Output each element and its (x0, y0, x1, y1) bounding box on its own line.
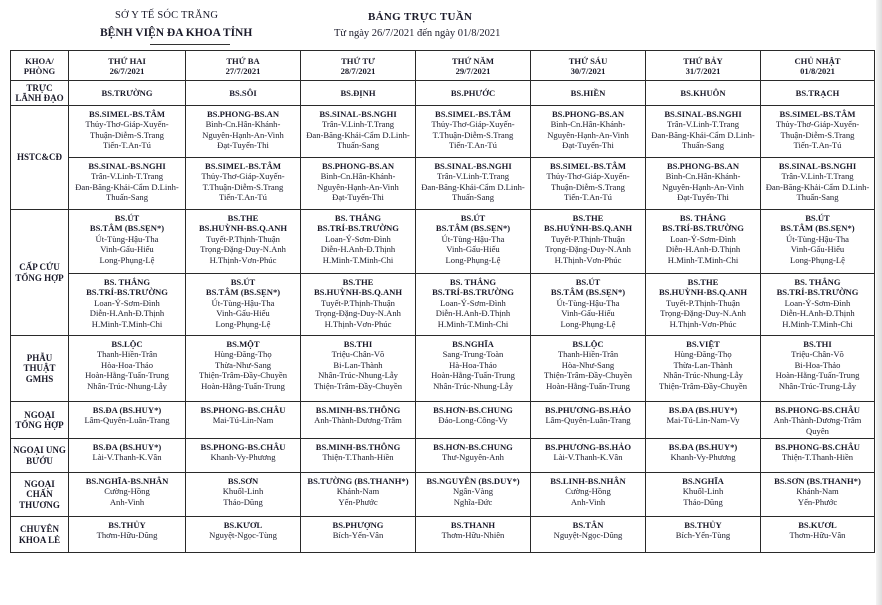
duty-cell: BS.TÂN Nguyệt-Ngọc-Dũng (531, 517, 646, 553)
duty-cell: BS.TƯỜNG (BS.THANH*) Khánh-Nam Yến-Phước (301, 473, 416, 517)
duty-cell: BS.SINAL-BS.NGHI Trân-V.Linh-T.Trang Đan-Băng-Khải-Cẩm D.Linh- Thuấn-Sang (646, 106, 761, 158)
duty-cell: BS.PHONG-BS.AN Bình-Cn.Hân-Khánh- Nguyên-Hạnh-An-Vinh Đạt-Tuyến-Thi (186, 106, 301, 158)
duty-cell: BS.SÔI (186, 81, 301, 106)
day-header: CHỦ NHẬT 01/8/2021 (761, 51, 875, 81)
duty-cell: BS.PHONG-BS.CHÂU Khanh-Vy-Phương (186, 439, 301, 473)
row-ngoai-ung-buou (11, 439, 875, 473)
duty-cell: BS.SINAL-BS.NGHI Trân-V.Linh-T.Trang Đan-Băng-Khải-Cẩm D.Linh- Thuấn-Sang (761, 158, 875, 210)
duty-cell: BS. THẮNG BS.TRÍ-BS.TRƯỜNG Loan-Ý-Sơm-Đình Diễn-H.Anh-Đ.Thịnh H.Minh-T.Minh-Chi (69, 274, 186, 336)
duty-cell: BS.ĐA (BS.HUY*) Lâm-Quyên-Luân-Trang (69, 402, 186, 439)
row-hstc-a (11, 106, 875, 158)
duty-cell: BS. THẮNG BS.TRÍ-BS.TRƯỜNG Loan-Ý-Sơm-Đình Diễn-H.Anh-Đ.Thịnh H.Minh-T.Minh-Chi (416, 274, 531, 336)
duty-cell: BS.PHONG-BS.CHÂU Anh-Thành-Dương-Trâm Quyên (761, 402, 875, 439)
duty-cell: BS.THI Triệu-Chân-Võ Bi-Lan-Thành Nhân-Trúc-Nhung-Lẫy Thiện-Trâm-Đầy-Chuyền (301, 336, 416, 402)
duty-cell: BS.PHƯỚC (416, 81, 531, 106)
document-header (0, 0, 882, 48)
duty-cell: BS.NGHĨA-BS.NHÂN Cường-Hồng Anh-Vinh (69, 473, 186, 517)
duty-cell: BS.THI Triệu-Chân-Võ Bi-Hoa-Thảo Hoàn-Hằng-Tuấn-Trung Nhân-Trúc-Trung-Lẫy (761, 336, 875, 402)
duty-cell: BS.TRẠCH (761, 81, 875, 106)
duty-cell: BS.SIMEL-BS.TÂM Thủy-Thơ-Giáp-Xuyến- T.Thuận-Diễm-S.Trang Tiến-T.An-Tú (416, 106, 531, 158)
duty-cell: BS.ĐA (BS.HUY*) Lài-V.Thanh-K.Vân (69, 439, 186, 473)
duty-cell: BS.ÚT BS.TÂM (BS.SẸN*) Út-Tùng-Hậu-Tha Vinh-Gấu-Hiếu Long-Phụng-Lệ (416, 210, 531, 274)
duty-cell: BS.PHONG-BS.AN Bình-Cn.Hân-Khánh- Nguyên-Hạnh-An-Vinh Đạt-Tuyến-Thi (531, 106, 646, 158)
duty-cell: BS.ÚT BS.TÂM (BS.SẸN*) Út-Tùng-Hậu-Tha Vinh-Gấu-Hiếu Long-Phụng-Lệ (531, 274, 646, 336)
dept-header: KHOA/ PHÒNG (11, 51, 69, 81)
duty-cell: BS. THẮNG BS.TRÍ-BS.TRƯỜNG Loan-Ý-Sơm-Đình Diễn-H.Anh-Đ.Thịnh H.Minh-T.Minh-Chi (646, 210, 761, 274)
duty-cell: BS.THỦY Bích-Yến-Tùng (646, 517, 761, 553)
duty-cell: BS.SINAL-BS.NGHI Trân-V.Linh-T.Trang Đan-Băng-Khải-Cẩm D.Linh- Thuấn-Sang (416, 158, 531, 210)
duty-cell: BS.PHONG-BS.AN Bình-Cn.Hân-Khánh- Nguyên-Hạnh-An-Vinh Đạt-Tuyến-Thi (646, 158, 761, 210)
day-header: THỨ NĂM 29/7/2021 (416, 51, 531, 81)
duty-cell: BS.SIMEL-BS.TÂM Thủy-Thơ-Giáp-Xuyến- T.Thuận-Diễm-S.Trang Tiến-T.An-Tú (186, 158, 301, 210)
duty-cell: BS.SƠN Khuốl-Linh Thảo-Dũng (186, 473, 301, 517)
row-cap-cuu-b (11, 274, 875, 336)
dept-label: CHUYÊN KHOA LẺ (11, 517, 69, 553)
day-header: THỨ TƯ 28/7/2021 (301, 51, 416, 81)
duty-cell: BS.TRƯỜNG (69, 81, 186, 106)
duty-cell: BS.SƠN (BS.THANH*) Khánh-Nam Yến-Phước (761, 473, 875, 517)
duty-cell: BS.THE BS.HUỲNH-BS.Q.ANH Tuyết-P.Thịnh-Thuận Trọng-Đặng-Duy-N.Anh H.Thịnh-Vơn-Phúc (646, 274, 761, 336)
duty-cell: BS.NGHĨA Sang-Trung-Toàn Hà-Hoa-Thảo Hoàn-Hằng-Tuấn-Trung Nhân-Trúc-Nhung-Lẫy (416, 336, 531, 402)
duty-cell: BS. THẮNG BS.TRÍ-BS.TRƯỜNG Loan-Ý-Sơm-Đình Diễn-H.Anh-Đ.Thịnh H.Minh-T.Minh-Chi (761, 274, 875, 336)
duty-cell: BS.SINAL-BS.NGHI Trân-V.Linh-T.Trang Đan-Băng-Khải-Cẩm D.Linh- Thuấn-Sang (69, 158, 186, 210)
header-underline (150, 44, 230, 45)
duty-cell: BS.MINH-BS.THÔNG Anh-Thành-Dương-Trâm (301, 402, 416, 439)
duty-cell: BS.LỘC Thanh-Hiền-Trân Hòa-Như-Sang Thiện-Trâm-Đầy-Chuyền Hoàn-Hằng-Tuấn-Trung (531, 336, 646, 402)
duty-cell: BS.PHƯƠNG-BS.HẢO Lài-V.Thanh-K.Vân (531, 439, 646, 473)
duty-cell: BS.ĐỊNH (301, 81, 416, 106)
dept-label: HSTC&CĐ (11, 106, 69, 210)
duty-roster-table (10, 50, 875, 553)
duty-cell: BS.KƯƠL Nguyệt-Ngọc-Tùng (186, 517, 301, 553)
duty-cell: BS.THANH Thơm-Hữu-Nhiên (416, 517, 531, 553)
duty-cell: BS.ĐA (BS.HUY*) Khanh-Vy-Phương (646, 439, 761, 473)
duty-cell: BS.MINH-BS.THÔNG Thiện-T.Thanh-Hiền (301, 439, 416, 473)
duty-cell: BS.PHƯƠNG-BS.HẢO Lâm-Quyên-Luân-Trang (531, 402, 646, 439)
row-ngoai-tong-hop (11, 402, 875, 439)
duty-cell: BS.PHƯỢNG Bích-Yến-Vân (301, 517, 416, 553)
org-line-2: BỆNH VIỆN ĐA KHOA TỈNH (100, 27, 253, 39)
duty-cell: BS.ÚT BS.TÂM (BS.SẸN*) Út-Tùng-Hậu-Tha Vinh-Gấu-Hiếu Long-Phụng-Lệ (761, 210, 875, 274)
duty-cell: BS.SINAL-BS.NGHI Trân-V.Linh-T.Trang Đan-Băng-Khải-Cẩm D.Linh- Thuấn-Sang (301, 106, 416, 158)
duty-cell: BS.HIỀN (531, 81, 646, 106)
duty-cell: BS.KHUÔN (646, 81, 761, 106)
row-ngoai-chan-thuong (11, 473, 875, 517)
duty-cell: BS.NGUYÊN (BS.DUY*) Ngân-Vàng Nghĩa-Đức (416, 473, 531, 517)
duty-cell: BS.MỘT Hùng-Đăng-Thọ Thừa-Như-Sang Thiện-Trâm-Đầy-Chuyền Hoàn-Hằng-Tuấn-Trung (186, 336, 301, 402)
dept-label: CẤP CỨU TỔNG HỢP (11, 210, 69, 336)
duty-cell: BS.SIMEL-BS.TÂM Thủy-Thơ-Giáp-Xuyến- Thuận-Diễm-S.Trang Tiến-T.An-Tú (761, 106, 875, 158)
duty-cell: BS.THE BS.HUỲNH-BS.Q.ANH Tuyết-P.Thịnh-Thuận Trọng-Đặng-Duy-N.Anh H.Thịnh-Vơn-Phúc (186, 210, 301, 274)
duty-cell: BS.ÚT BS.TÂM (BS.SẸN*) Út-Tùng-Hậu-Tha Vinh-Gấu-Hiếu Long-Phụng-Lệ (69, 210, 186, 274)
row-hstc-b (11, 158, 875, 210)
duty-cell: BS.VIỆT Hùng-Đăng-Thọ Thừa-Lan-Thành Nhân-Trúc-Nhung-Lẫy Thiện-Trâm-Đầy-Chuyền (646, 336, 761, 402)
duty-cell: BS.THỦY Thơm-Hữu-Dũng (69, 517, 186, 553)
duty-cell: BS.SIMEL-BS.TÂM Thủy-Thơ-Giáp-Xuyến- Thuận-Diễm-S.Trang Tiến-T.An-Tú (531, 158, 646, 210)
duty-cell: BS.SIMEL-BS.TÂM Thủy-Thơ-Giáp-Xuyến- Thuận-Diễm-S.Trang Tiến-T.An-Tú (69, 106, 186, 158)
row-chuyen-khoa-le (11, 517, 875, 553)
duty-cell: BS.LINH-BS.NHÂN Cường-Hồng Anh-Vinh (531, 473, 646, 517)
duty-cell: BS.HƠN-BS.CHUNG Đảo-Long-Công-Vy (416, 402, 531, 439)
duty-cell: BS.ÚT BS.TÂM (BS.SẸN*) Út-Tùng-Hậu-Tha Vinh-Gấu-Hiếu Long-Phụng-Lệ (186, 274, 301, 336)
duty-cell: BS.PHONG-BS.AN Bình-Cn.Hân-Khánh- Nguyên-Hạnh-An-Vinh Đạt-Tuyến-Thi (301, 158, 416, 210)
duty-cell: BS.ĐA (BS.HUY*) Mai-Tú-Lin-Nam-Vy (646, 402, 761, 439)
day-header: THỨ SÁU 30/7/2021 (531, 51, 646, 81)
row-phau-thuat (11, 336, 875, 402)
header-row (11, 51, 875, 81)
dept-label: PHẪU THUẬT GMHS (11, 336, 69, 402)
dept-label: NGOẠI TỔNG HỢP (11, 402, 69, 439)
date-range: Từ ngày 26/7/2021 đến ngày 01/8/2021 (334, 28, 501, 39)
day-header: THỨ HAI 26/7/2021 (69, 51, 186, 81)
row-cap-cuu-a (11, 210, 875, 274)
day-header: THỨ BA 27/7/2021 (186, 51, 301, 81)
page-edge-shadow (876, 0, 882, 605)
page-title: BẢNG TRỰC TUẦN (368, 11, 473, 23)
row-lanh-dao (11, 81, 875, 106)
dept-label: NGOẠI CHẤN THƯƠNG (11, 473, 69, 517)
duty-cell: BS.THE BS.HUỲNH-BS.Q.ANH Tuyết-P.Thịnh-Thuận Trọng-Đặng-Duy-N.Anh H.Thịnh-Vơn-Phúc (301, 274, 416, 336)
duty-cell: BS.HƠN-BS.CHUNG Thư-Nguyên-Anh (416, 439, 531, 473)
duty-cell: BS.KƯƠL Thơm-Hữu-Vân (761, 517, 875, 553)
dept-label: TRỰC LÃNH ĐẠO (11, 81, 69, 106)
duty-cell: BS.THE BS.HUỲNH-BS.Q.ANH Tuyết-P.Thịnh-Thuận Trọng-Đặng-Duy-N.Anh H.Thịnh-Vơn-Phúc (531, 210, 646, 274)
duty-cell: BS.PHONG-BS.CHÂU Mai-Tú-Lin-Nam (186, 402, 301, 439)
org-line-1: SỞ Y TẾ SÓC TRĂNG (115, 10, 219, 21)
duty-cell: BS.LỘC Thanh-Hiền-Trân Hòa-Hoa-Thảo Hoàn-Hằng-Tuấn-Trung Nhân-Trúc-Nhung-Lẫy (69, 336, 186, 402)
duty-cell: BS. THẮNG BS.TRÍ-BS.TRƯỜNG Loan-Ý-Sơm-Đình Diễn-H.Anh-Đ.Thịnh H.Minh-T.Minh-Chi (301, 210, 416, 274)
duty-cell: BS.PHONG-BS.CHÂU Thiện-T.Thanh-Hiền (761, 439, 875, 473)
dept-label: NGOẠI UNG BƯỚU (11, 439, 69, 473)
day-header: THỨ BẢY 31/7/2021 (646, 51, 761, 81)
duty-cell: BS.NGHĨA Khuốl-Linh Thảo-Dũng (646, 473, 761, 517)
